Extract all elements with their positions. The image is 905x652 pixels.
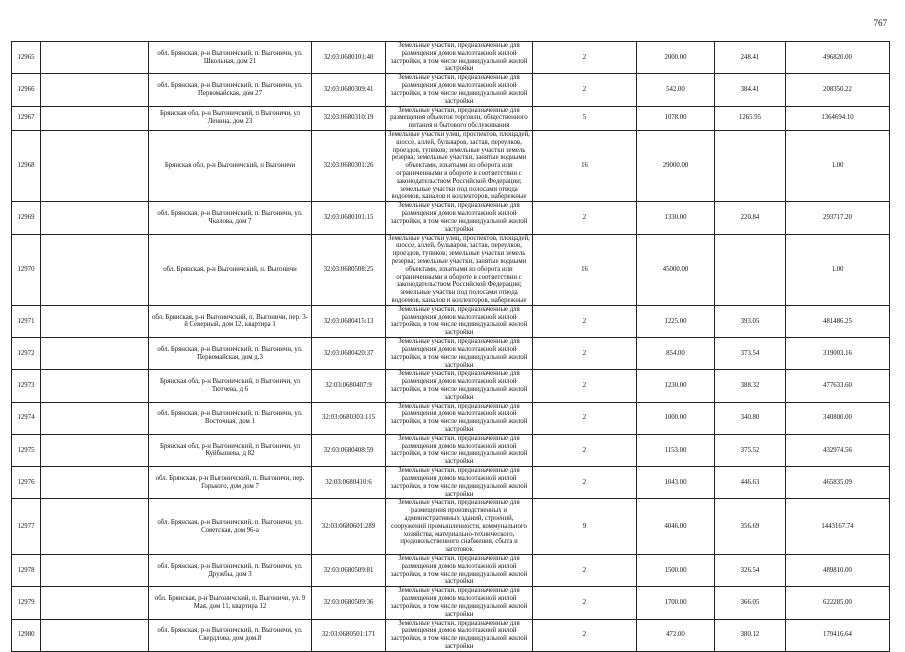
table-row — [12, 587, 890, 619]
permitted-use-cell: Земельные участки, предназначенные для размещения домов малоэтажной жилой застройки, в том числе индивидуальной жилой застройки — [386, 619, 533, 651]
category-cell: 2 — [533, 305, 637, 337]
record-number: 12965 — [12, 42, 41, 74]
cadastral-number-cell: 32:03:0680508:25 — [312, 234, 386, 305]
table-row — [12, 106, 890, 130]
category-cell: 2 — [533, 467, 637, 499]
record-number: 12969 — [12, 202, 41, 234]
unit-price-cell: 326.54 — [715, 555, 786, 587]
empty-cell — [41, 130, 149, 201]
category-cell: 16 — [533, 234, 637, 305]
unit-price-cell: 446.63 — [715, 467, 786, 499]
category-cell: 2 — [533, 338, 637, 370]
unit-price-cell: 248.41 — [715, 42, 786, 74]
address-cell: обл. Брянская, р-н Выгоничский, п. Выгоничи, ул. Первомайская, дом д.3 — [149, 338, 312, 370]
category-cell: 5 — [533, 106, 637, 130]
cadastral-number-cell: 32:03:0680509:36 — [312, 587, 386, 619]
permitted-use-cell: Земельные участки, предназначенные для размещения домов малоэтажной жилой застройки, в том числе индивидуальной жилой застройки — [386, 555, 533, 587]
area-cell: 1330.00 — [637, 202, 715, 234]
area-cell: 1000.00 — [637, 402, 715, 434]
empty-cell — [41, 434, 149, 466]
table-row — [12, 499, 890, 555]
cadastral-value-cell: 489810.00 — [786, 555, 890, 587]
land-registry-table — [11, 41, 890, 652]
record-number: 12966 — [12, 74, 41, 106]
category-cell: 2 — [533, 587, 637, 619]
unit-price-cell: 1265.95 — [715, 106, 786, 130]
permitted-use-cell: Земельные участки, предназначенные для размещения домов малоэтажной жилой застройки, в том числе индивидуальной жилой застройки — [386, 587, 533, 619]
category-cell: 2 — [533, 202, 637, 234]
empty-cell — [41, 370, 149, 402]
address-cell: обл. Брянская, р-н Выгоничский, п. Выгоничи, ул. Первомайская, дом 27 — [149, 74, 312, 106]
unit-price-cell: 393.05 — [715, 305, 786, 337]
empty-cell — [41, 305, 149, 337]
address-cell: обл. Брянская, р-н Выгоничский, п. Выгоничи, ул. Советская, дом 96-а — [149, 499, 312, 555]
cadastral-value-cell: 1364694.10 — [786, 106, 890, 130]
record-number: 12970 — [12, 234, 41, 305]
empty-cell — [41, 42, 149, 74]
cadastral-number-cell: 32:03:0680101:15 — [312, 202, 386, 234]
address-cell: Брянская обл, р-н Выгоничский, п Выгоничи, ул Куйбышева, д 82 — [149, 434, 312, 466]
unit-price-cell: 375.52 — [715, 434, 786, 466]
category-cell: 2 — [533, 402, 637, 434]
area-cell: 2000.00 — [637, 42, 715, 74]
unit-price-cell: 384.41 — [715, 74, 786, 106]
cadastral-number-cell: 32:03:0680509:81 — [312, 555, 386, 587]
permitted-use-cell: Земельные участки, предназначенные для размещения домов малоэтажной жилой застройки, в том числе индивидуальной жилой застройки — [386, 202, 533, 234]
unit-price-cell: 366.05 — [715, 587, 786, 619]
permitted-use-cell: Земельные участки, предназначенные для размещения домов малоэтажной жилой застройки, в том числе индивидуальной жилой застройки — [386, 467, 533, 499]
category-cell: 2 — [533, 434, 637, 466]
empty-cell — [41, 499, 149, 555]
cadastral-number-cell: 32:03:0680501:171 — [312, 619, 386, 651]
table-row — [12, 202, 890, 234]
empty-cell — [41, 74, 149, 106]
cadastral-number-cell: 32:03:0680415:13 — [312, 305, 386, 337]
table-row — [12, 338, 890, 370]
area-cell: 1700.00 — [637, 587, 715, 619]
cadastral-value-cell: 319003.16 — [786, 338, 890, 370]
cadastral-number-cell: 32:03:0680410:6 — [312, 467, 386, 499]
empty-cell — [41, 619, 149, 651]
table-row — [12, 370, 890, 402]
record-number: 12972 — [12, 338, 41, 370]
category-cell: 2 — [533, 74, 637, 106]
cadastral-value-cell: 208350.22 — [786, 74, 890, 106]
table-row — [12, 74, 890, 106]
cadastral-value-cell: 1.00 — [786, 130, 890, 201]
address-cell: обл. Брянская, р-н Выгоничский, п. Выгоничи, пер. 3-й Северный, дом 12, квартира 1 — [149, 305, 312, 337]
unit-price-cell: 373.54 — [715, 338, 786, 370]
table-row — [12, 305, 890, 337]
address-cell: Брянская обл, р-н Выгоничский, п Выгоничи, ул Тютчева, д 6 — [149, 370, 312, 402]
category-cell: 2 — [533, 42, 637, 74]
table-body — [12, 42, 890, 652]
cadastral-number-cell: 32:03:0680407:9 — [312, 370, 386, 402]
category-cell: 2 — [533, 370, 637, 402]
permitted-use-cell: Земельные участки, предназначенные для размещения домов малоэтажной жилой застройки, в том числе индивидуальной жилой застройки — [386, 370, 533, 402]
table-row — [12, 555, 890, 587]
cadastral-number-cell: 32:03:0680601:289 — [312, 499, 386, 555]
category-cell: 9 — [533, 499, 637, 555]
cadastral-value-cell: 496820.00 — [786, 42, 890, 74]
address-cell: обл. Брянская, р-н Выгоничский, п. Выгоничи, пер. Горького, дом дом 7 — [149, 467, 312, 499]
permitted-use-cell: Земельные участки, предназначенные для размещения домов малоэтажной жилой застройки, в том числе индивидуальной жилой застройки — [386, 42, 533, 74]
record-number: 12976 — [12, 467, 41, 499]
permitted-use-cell: Земельные участки, предназначенные для размещения домов малоэтажной жилой застройки, в том числе индивидуальной жилой застройки — [386, 74, 533, 106]
empty-cell — [41, 467, 149, 499]
address-cell: обл. Брянская, р-н Выгоничский, п. Выгоничи, ул. Восточная, дом 1 — [149, 402, 312, 434]
cadastral-value-cell: 1.00 — [786, 234, 890, 305]
area-cell: 854.00 — [637, 338, 715, 370]
cadastral-value-cell: 477633.60 — [786, 370, 890, 402]
empty-cell — [41, 338, 149, 370]
record-number: 12977 — [12, 499, 41, 555]
unit-price-cell: 356.69 — [715, 499, 786, 555]
cadastral-number-cell: 32:03:0680303:115 — [312, 402, 386, 434]
record-number: 12979 — [12, 587, 41, 619]
area-cell: 29000.00 — [637, 130, 715, 201]
table-row — [12, 402, 890, 434]
address-cell: обл. Брянская, р-н Выгоничский, п. Выгоничи, ул. 9 Мая, дом 11, квартира 12 — [149, 587, 312, 619]
unit-price-cell: 380.12 — [715, 619, 786, 651]
address-cell: обл. Брянская, р-н Выгоничский, п. Выгоничи, ул. Свердлова, дом дом.8 — [149, 619, 312, 651]
address-cell: Брянская обл, р-н Выгоничский, п Выгоничи — [149, 130, 312, 201]
address-cell: Брянская обл, р-н Выгоничский, п Выгоничи, ул Ленина, дом 23 — [149, 106, 312, 130]
area-cell: 472.00 — [637, 619, 715, 651]
cadastral-value-cell: 622285.00 — [786, 587, 890, 619]
record-number: 12968 — [12, 130, 41, 201]
area-cell: 1225.00 — [637, 305, 715, 337]
address-cell: обл. Брянская, р-н Выгоничский, п. Выгоничи — [149, 234, 312, 305]
cadastral-number-cell: 32:03:0680309:41 — [312, 74, 386, 106]
record-number: 12974 — [12, 402, 41, 434]
empty-cell — [41, 402, 149, 434]
empty-cell — [41, 234, 149, 305]
table-row — [12, 619, 890, 651]
table-row — [12, 234, 890, 305]
area-cell: 1153.00 — [637, 434, 715, 466]
table-row — [12, 42, 890, 74]
table-row — [12, 130, 890, 201]
empty-cell — [41, 106, 149, 130]
address-cell: обл. Брянская, р-н Выгоничский, п. Выгоничи, ул. Дружбы, дом 3 — [149, 555, 312, 587]
unit-price-cell — [715, 130, 786, 201]
cadastral-number-cell: 32:03:0680420:37 — [312, 338, 386, 370]
permitted-use-cell: Земельные участки, предназначенные для размещения домов малоэтажной жилой застройки, в том числе индивидуальной жилой застройки — [386, 338, 533, 370]
record-number: 12971 — [12, 305, 41, 337]
empty-cell — [41, 555, 149, 587]
record-number: 12975 — [12, 434, 41, 466]
cadastral-number-cell: 32:03:0680101:40 — [312, 42, 386, 74]
area-cell: 1043.00 — [637, 467, 715, 499]
area-cell: 542.00 — [637, 74, 715, 106]
cadastral-value-cell: 432974.56 — [786, 434, 890, 466]
unit-price-cell: 220.84 — [715, 202, 786, 234]
cadastral-value-cell: 179416.64 — [786, 619, 890, 651]
cadastral-number-cell: 32:03:0680310:19 — [312, 106, 386, 130]
record-number: 12978 — [12, 555, 41, 587]
permitted-use-cell: Земельные участки, предназначенные для размещения домов малоэтажной жилой застройки, в том числе индивидуальной жилой застройки — [386, 402, 533, 434]
area-cell: 1500.00 — [637, 555, 715, 587]
cadastral-number-cell: 32:03:0680408:59 — [312, 434, 386, 466]
record-number: 12980 — [12, 619, 41, 651]
empty-cell — [41, 587, 149, 619]
area-cell: 1230.00 — [637, 370, 715, 402]
cadastral-value-cell: 1443167.74 — [786, 499, 890, 555]
cadastral-number-cell: 32:03:0680301:26 — [312, 130, 386, 201]
permitted-use-cell: Земельные участки улиц, проспектов, площадей, шоссе, аллей, бульваров, застав, переулков, проездов, тупиков; земельные участки земель резерва; земельные участки, занятые водными объектами, изъятыми из оборота или ограниченными в обороте в соответствии с законодательством Российской Федерации; земельные участки под полосами отвода водоемов, каналов и коллекторов, набережные — [386, 130, 533, 201]
area-cell: 4046.00 — [637, 499, 715, 555]
table-row — [12, 467, 890, 499]
category-cell: 2 — [533, 619, 637, 651]
cadastral-value-cell: 340800.00 — [786, 402, 890, 434]
record-number: 12973 — [12, 370, 41, 402]
cadastral-value-cell: 465835.09 — [786, 467, 890, 499]
area-cell: 45000.00 — [637, 234, 715, 305]
cadastral-value-cell: 481486.25 — [786, 305, 890, 337]
cadastral-value-cell: 293717.20 — [786, 202, 890, 234]
area-cell: 1078.00 — [637, 106, 715, 130]
address-cell: обл. Брянская, р-н Выгоничский, п. Выгоничи, ул. Школьная, дом 21 — [149, 42, 312, 74]
category-cell: 16 — [533, 130, 637, 201]
permitted-use-cell: Земельные участки улиц, проспектов, площадей, шоссе, аллей, бульваров, застав, переулков, проездов, тупиков; земельные участки земель резерва; земельные участки, занятые водными объектами, изъятыми из оборота или ограниченными в обороте в соответствии с законодательством Российской Федерации; земельные участки под полосами отвода водоемов, каналов и коллекторов, набережные — [386, 234, 533, 305]
record-number: 12967 — [12, 106, 41, 130]
address-cell: обл. Брянская, р-н Выгоничский, п. Выгоничи, ул. Чкалова, дом 7 — [149, 202, 312, 234]
empty-cell — [41, 202, 149, 234]
unit-price-cell: 340.80 — [715, 402, 786, 434]
unit-price-cell: 388.32 — [715, 370, 786, 402]
permitted-use-cell: Земельные участки, предназначенные для размещения домов малоэтажной жилой застройки, в том числе индивидуальной жилой застройки — [386, 434, 533, 466]
category-cell: 2 — [533, 555, 637, 587]
page-number: 767 — [873, 18, 887, 28]
permitted-use-cell: Земельные участки, предназначенные для размещения домов малоэтажной жилой застройки, в том числе индивидуальной жилой застройки — [386, 305, 533, 337]
permitted-use-cell: Земельные участки, предназначенные для размещения объектов торговли, общественного питания и бытового обслуживания — [386, 106, 533, 130]
table-row — [12, 434, 890, 466]
unit-price-cell — [715, 234, 786, 305]
permitted-use-cell: Земельные участки, предназначенные для размещения производственных и административных зданий, строений, сооружений промышленности, коммунального хозяйства, материально-технического, продовольственного снабжения, сбыта и заготовок — [386, 499, 533, 555]
